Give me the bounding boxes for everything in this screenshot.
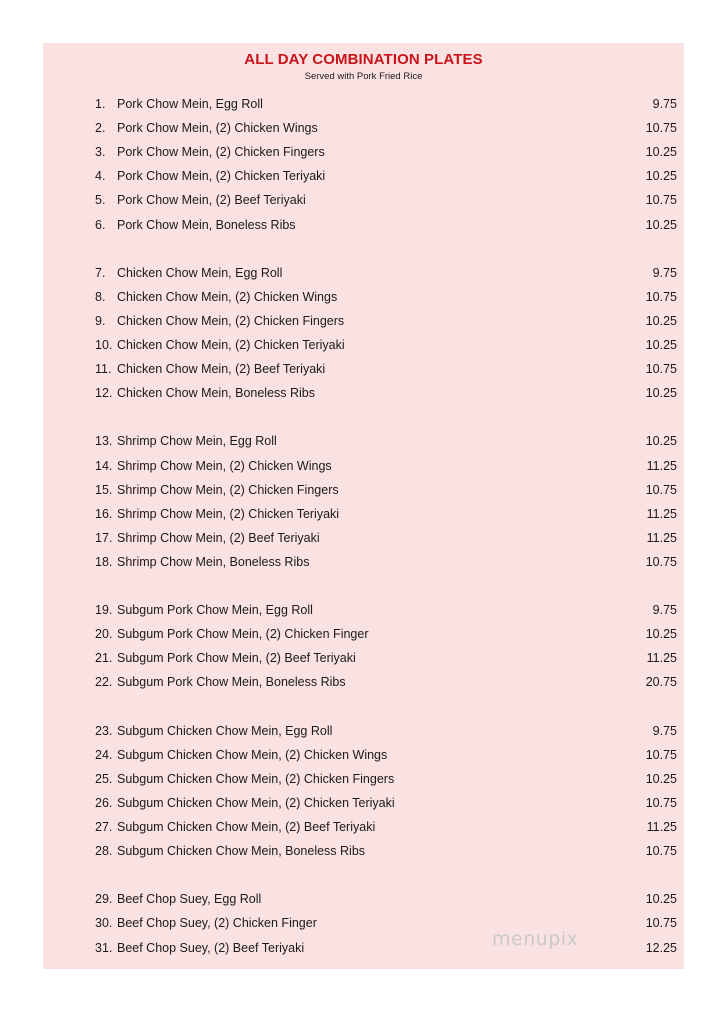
menu-item-number: 6.	[95, 217, 106, 232]
menu-item-price: 10.25	[645, 434, 677, 449]
menu-item-price: 10.25	[645, 217, 677, 232]
menu-item-price: 10.25	[645, 169, 677, 184]
menu-item-price: 10.25	[645, 145, 677, 160]
menu-item-name: Subgum Chicken Chow Mein, (2) Chicken Wings	[117, 747, 388, 762]
menu-item-name: Subgum Chicken Chow Mein, (2) Chicken Fingers	[117, 771, 395, 786]
menu-item	[43, 118, 684, 138]
menu-item-number: 13.	[95, 434, 113, 449]
menu-item-price: 11.25	[646, 458, 677, 473]
menu-item	[43, 263, 684, 283]
menu-item-number: 1.	[95, 97, 106, 111]
menu-item-number: 16.	[95, 506, 113, 521]
menu-item-price: 10.25	[645, 338, 677, 352]
menu-item-number: 18.	[95, 554, 113, 569]
menu-item-name: Shrimp Chow Mein, (2) Chicken Teriyaki	[117, 506, 340, 521]
menu-item-name: Pork Chow Mein, Boneless Ribs	[117, 217, 296, 232]
menu-item-number: 30.	[95, 916, 113, 931]
menu-item-number: 7.	[95, 265, 106, 280]
menu-item-name: Beef Chop Suey, (2) Chicken Finger	[117, 916, 317, 931]
menu-item-name: Subgum Chicken Chow Mein, Boneless Ribs	[117, 844, 366, 859]
menu-item-number: 17.	[95, 530, 113, 545]
menu-item-price: 9.75	[652, 97, 677, 111]
menu-item-number: 9.	[95, 313, 106, 328]
menu-item-price: 11.25	[646, 651, 677, 666]
menu-item	[43, 913, 684, 933]
menu-item	[43, 648, 684, 668]
menu-item-name: Chicken Chow Mein, (2) Chicken Teriyaki	[117, 338, 345, 352]
menu-item-number: 15.	[95, 482, 113, 497]
menu-item-price: 12.25	[645, 940, 677, 955]
menu-item-number: 10.	[95, 338, 113, 352]
menu-item	[43, 480, 684, 500]
menu-item-name: Shrimp Chow Mein, (2) Chicken Wings	[117, 458, 332, 473]
menu-item-list	[43, 43, 684, 969]
menu-item-name: Subgum Pork Chow Mein, (2) Chicken Finger	[117, 627, 369, 642]
menu-subtitle: Served with Pork Fried Rice	[304, 71, 423, 82]
menu-item-name: Subgum Chicken Chow Mein, (2) Chicken Teriyaki	[117, 795, 395, 810]
menu-item-name: Pork Chow Mein, (2) Chicken Fingers	[117, 145, 325, 160]
menu-item-price: 10.75	[645, 844, 677, 859]
menu-item-price: 20.75	[645, 675, 677, 690]
menu-item-number: 25.	[95, 771, 113, 786]
menu-item	[43, 528, 684, 548]
menu-item-name: Subgum Pork Chow Mein, Egg Roll	[117, 603, 313, 618]
menu-item-number: 26.	[95, 795, 113, 810]
menu-item-price: 10.25	[645, 771, 677, 786]
menu-item-number: 28.	[95, 844, 113, 859]
menu-item-name: Chicken Chow Mein, (2) Beef Teriyaki	[117, 362, 326, 377]
menu-item	[43, 624, 684, 644]
menu-item	[43, 938, 684, 958]
menu-item-price: 10.75	[645, 916, 677, 931]
menu-item-name: Beef Chop Suey, (2) Beef Teriyaki	[117, 940, 305, 955]
menu-item-number: 4.	[95, 169, 106, 184]
menu-item-price: 9.75	[652, 265, 677, 280]
menu-item-number: 11.	[95, 362, 112, 377]
menu-item	[43, 359, 684, 379]
menu-item-number: 23.	[95, 723, 113, 738]
menu-item-name: Shrimp Chow Mein, (2) Chicken Fingers	[117, 482, 339, 497]
menu-item-price: 9.75	[652, 723, 677, 738]
menu-title: ALL DAY COMBINATION PLATES	[244, 51, 483, 68]
menu-item-name: Subgum Pork Chow Mein, Boneless Ribs	[117, 675, 346, 690]
watermark-logo: menupix	[492, 928, 579, 950]
menu-item-price: 10.75	[645, 193, 677, 208]
menu-item-number: 29.	[95, 892, 113, 907]
menu-item-price: 10.75	[645, 121, 677, 136]
menu-item-number: 31.	[95, 940, 113, 955]
menu-item-name: Shrimp Chow Mein, Egg Roll	[117, 434, 277, 449]
menu-item-name: Shrimp Chow Mein, Boneless Ribs	[117, 554, 310, 569]
menu-item-name: Chicken Chow Mein, Boneless Ribs	[117, 386, 316, 401]
menu-item-name: Pork Chow Mein, Egg Roll	[117, 97, 263, 111]
menu-item-name: Chicken Chow Mein, Egg Roll	[117, 265, 283, 280]
menu-item	[43, 721, 684, 741]
menu-item-name: Beef Chop Suey, Egg Roll	[117, 892, 262, 907]
menu-item	[43, 142, 684, 162]
menu-item-price: 10.75	[645, 795, 677, 810]
menu-item-price: 10.75	[645, 289, 677, 304]
menu-item	[43, 287, 684, 307]
menu-item-number: 3.	[95, 145, 106, 160]
menu-item-price: 10.75	[645, 554, 677, 569]
menu-item-price: 11.25	[646, 530, 677, 545]
menu-item	[43, 166, 684, 186]
menu-item	[43, 793, 684, 813]
menu-item	[43, 190, 684, 210]
menu-item	[43, 311, 684, 331]
menu-item	[43, 889, 684, 909]
menu-item-price: 9.75	[652, 603, 677, 618]
menu-item-price: 10.25	[645, 313, 677, 328]
menu-item-price: 10.25	[645, 892, 677, 907]
menu-item-price: 10.25	[645, 386, 677, 401]
menu-item	[43, 335, 684, 355]
menu-item-price: 10.75	[645, 482, 677, 497]
menu-item-name: Pork Chow Mein, (2) Beef Teriyaki	[117, 193, 306, 208]
menu-item	[43, 94, 684, 114]
menu-item-name: Subgum Chicken Chow Mein, Egg Roll	[117, 723, 333, 738]
menu-item-number: 22.	[95, 675, 113, 690]
menu-item-price: 10.75	[645, 362, 677, 377]
menu-item-name: Shrimp Chow Mein, (2) Beef Teriyaki	[117, 530, 320, 545]
menu-item	[43, 672, 684, 692]
menu-item-name: Chicken Chow Mein, (2) Chicken Fingers	[117, 313, 345, 328]
menu-item-number: 27.	[95, 820, 113, 834]
menu-item	[43, 817, 684, 837]
menu-item	[43, 431, 684, 451]
menu-item	[43, 552, 684, 572]
menu-item-price: 11.25	[646, 506, 677, 521]
menu-item-number: 8.	[95, 289, 106, 304]
menu-item	[43, 383, 684, 403]
menu-item-number: 14.	[95, 458, 113, 473]
menu-item-number: 2.	[95, 121, 106, 136]
menu-item-price: 10.75	[645, 747, 677, 762]
menu-item-price: 10.25	[645, 627, 677, 642]
menu-item	[43, 769, 684, 789]
menu-item	[43, 456, 684, 476]
menu-item	[43, 504, 684, 524]
menu-item-price: 11.25	[646, 820, 677, 834]
menu-item	[43, 600, 684, 620]
menu-item-number: 19.	[95, 603, 113, 618]
menu-page	[43, 43, 684, 969]
menu-item-number: 21.	[95, 651, 113, 666]
menu-item-number: 12.	[95, 386, 113, 401]
menu-item-number: 24.	[95, 747, 113, 762]
menu-item-name: Pork Chow Mein, (2) Chicken Teriyaki	[117, 169, 326, 184]
menu-item-name: Pork Chow Mein, (2) Chicken Wings	[117, 121, 318, 136]
menu-item-name: Subgum Pork Chow Mein, (2) Beef Teriyaki	[117, 651, 356, 666]
menu-item	[43, 841, 684, 861]
menu-item	[43, 745, 684, 765]
menu-item	[43, 215, 684, 235]
menu-item-name: Subgum Chicken Chow Mein, (2) Beef Teriyaki	[117, 820, 376, 834]
menu-item-name: Chicken Chow Mein, (2) Chicken Wings	[117, 289, 338, 304]
menu-item-number: 20.	[95, 627, 113, 642]
menu-item-number: 5.	[95, 193, 106, 208]
